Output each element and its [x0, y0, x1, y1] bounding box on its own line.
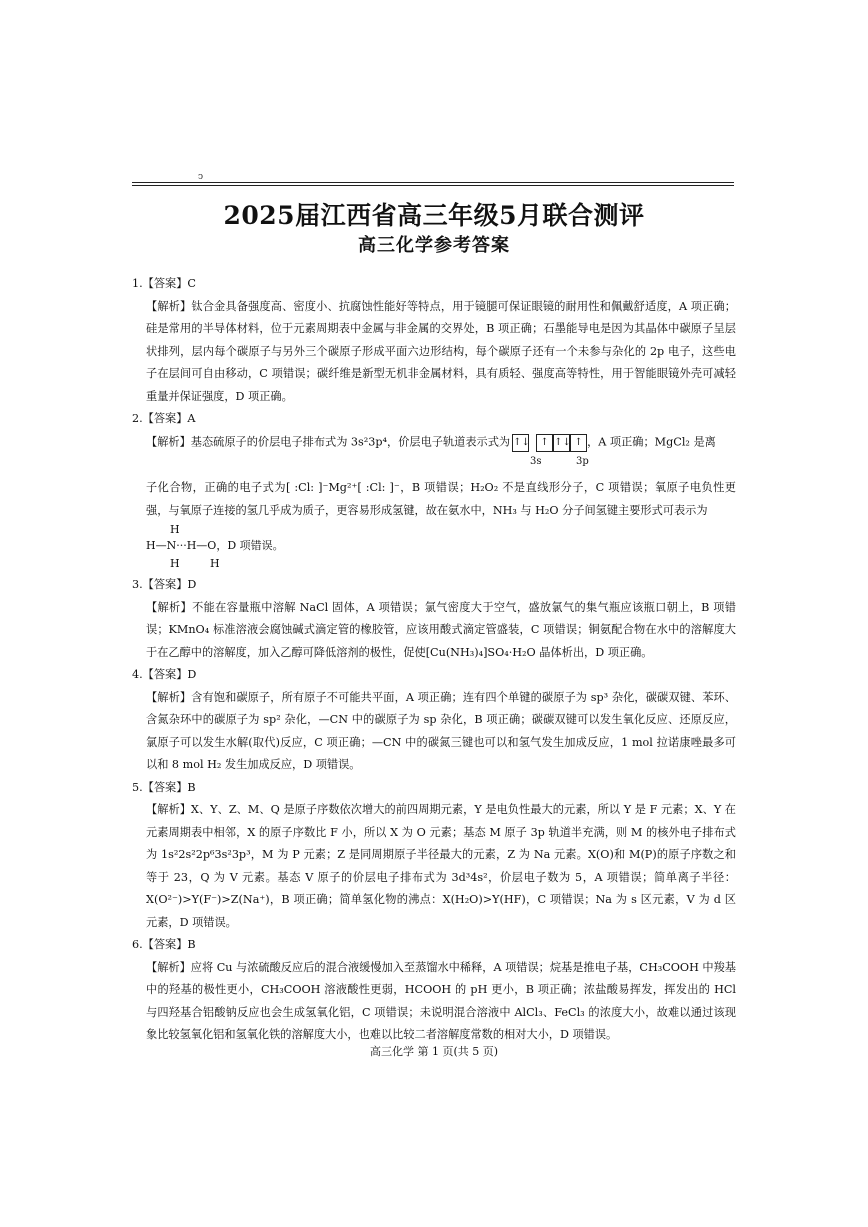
q2-answer: 2.【答案】A	[132, 412, 196, 425]
struct-h-left: H	[170, 557, 180, 570]
orbital-label-3s: 3s	[530, 456, 542, 467]
hydrogen-bond-structure	[132, 522, 736, 574]
q6-answer: 6.【答案】B	[132, 938, 196, 951]
struct-h-top: H	[170, 523, 180, 536]
q4-answer: 4.【答案】D	[132, 668, 197, 681]
q1-answer: 1.【答案】C	[132, 277, 196, 290]
q2-exp-b: ，A 项正确；MgCl₂ 是离	[587, 434, 716, 448]
q5-explanation: 【解析】X、Y、Z、M、Q 是原子序数依次增大的前四周期元素，Y 是电负性最大的元素，所以 Y 是 F 元素；X、Y 在元素周期表中相邻，X 的原子序数比 F 小，所以 X 为 O 元素；基态 M 原子 3p 轨道半充满，则 M 的核外电子排布式为 1s²2s²2p⁶3s²3p³，M 为 P 元素；Z 是同周期原子半径最大的元素，Z 为 Na 元素。X(O)和 M(P)的原子序数之和等于 23，Q 为 V 元素。基态 V 原子的价层电子排布式为 3d³4s²，价层电子数为 5，A 项错误；简单离子半径：X(O²⁻)>Y(F⁻)>Z(Na⁺)，B 项正确；简单氢化物的沸点：X(H₂O)>Y(HF)，C 项错误；Na 为 s 区元素，V 为 d 区元素，D 项错误。	[146, 803, 736, 929]
header-rule	[132, 182, 734, 184]
q4-explanation: 【解析】含有饱和碳原子，所有原子不可能共平面，A 项正确；连有四个单键的碳原子为 sp³ 杂化，碳碳双键、苯环、含氮杂环中的碳原子为 sp² 杂化，—CN 中的碳原子为 sp 杂化，B 项正确；碳碳双键可以发生氧化反应、还原反应，氯原子可以发生水解(取代)反应，C 项正确；—CN 中的碳氮三键也可以和氢气发生加成反应，1 mol 拉诺康唑最多可以和 8 mol H₂ 发生加成反应，D 项错误。	[146, 690, 736, 771]
struct-h-right: H	[210, 557, 220, 570]
header-rule-thin	[132, 185, 734, 186]
corner-mark: ↄ	[198, 172, 204, 182]
orbital-3p-3: ↑	[570, 434, 587, 452]
struct-tail: ，D 项错误。	[216, 539, 284, 552]
page-title: 2025届江西省高三年级5月联合测评	[223, 201, 645, 230]
q6-explanation: 【解析】应将 Cu 与浓硫酸反应后的混合液缓慢加入至蒸馏水中稀释，A 项错误；烷基是推电子基，CH₃COOH 中羧基中的羟基的极性更小，CH₃COOH 溶液酸性更弱，HCOOH 的 pH 更小，B 项正确；浓盐酸易挥发，挥发出的 HCl 与四羟基合铝酸钠反应也会生成氢氧化铝，C 项错误；未说明混合溶液中 AlCl₃、FeCl₃ 的浓度大小，故难以通过该现象比较氢氧化铝和氢氧化铁的溶解度大小，也难以比较二者溶解度常数的相对大小，D 项错误。	[146, 960, 736, 1041]
q3-explanation: 【解析】不能在容量瓶中溶解 NaCl 固体，A 项错误；氯气密度大于空气，盛放氯气的集气瓶应该瓶口朝上，B 项错误；KMnO₄ 标准溶液会腐蚀碱式滴定管的橡胶管，应该用酸式滴定管盛装，C 项错误；铜氨配合物在水中的溶解度大于在乙醇中的溶解度，加入乙醇可降低溶剂的极性，促使[Cu(NH₃)₄]SO₄·H₂O 晶体析出，D 项正确。	[146, 600, 736, 659]
q5-answer: 5.【答案】B	[132, 780, 196, 794]
q2-explanation-line1	[132, 431, 736, 454]
orbital-diagram	[512, 431, 587, 454]
q3-answer: 3.【答案】D	[132, 578, 197, 591]
struct-main: H—N···H—O	[146, 539, 217, 552]
q2-explanation-rest: 子化合物，正确的电子式为[ :Cl: ]⁻Mg²⁺[ :Cl: ]⁻，B 项错误；H₂O₂ 不是直线形分子，C 项错误；氧原子电负性更强，与氧原子连接的氢几乎成为质子，更容易形成氢键，故在氨水中，NH₃ 与 H₂O 分子间氢键主要形式可表示为	[146, 481, 736, 517]
orbital-3p-1: ↑	[536, 434, 553, 452]
orbital-3s: ↑↓	[512, 434, 529, 452]
orbital-3p-2: ↑↓	[553, 434, 570, 452]
orbital-labels	[132, 453, 736, 471]
orbital-label-3p: 3p	[576, 456, 589, 467]
page-footer: 高三化学 第 1 页(共 5 页)	[369, 1045, 499, 1058]
page-subtitle: 高三化学参考答案	[358, 235, 510, 256]
q1-explanation: 【解析】钛合金具备强度高、密度小、抗腐蚀性能好等特点，用于镜腿可保证眼镜的耐用性和佩戴舒适度，A 项正确；硅是常用的半导体材料，位于元素周期表中金属与非金属的交界处，B 项正确；石墨能导电是因为其晶体中碳原子呈层状排列，层内每个碳原子与另外三个碳原子形成平面六边形结构，每个碳原子还有一个未参与杂化的 2p 电子，这些电子在层间可自由移动，C 项错误；碳纤维是新型无机非金属材料，具有质轻、强度高等特性，用于智能眼镜外壳可减轻重量并保证强度，D 项正确。	[146, 299, 736, 403]
answers-content	[132, 273, 736, 1047]
q2-exp-a: 【解析】基态硫原子的价层电子排布式为 3s²3p⁴，价层电子轨道表示式为	[146, 434, 511, 448]
